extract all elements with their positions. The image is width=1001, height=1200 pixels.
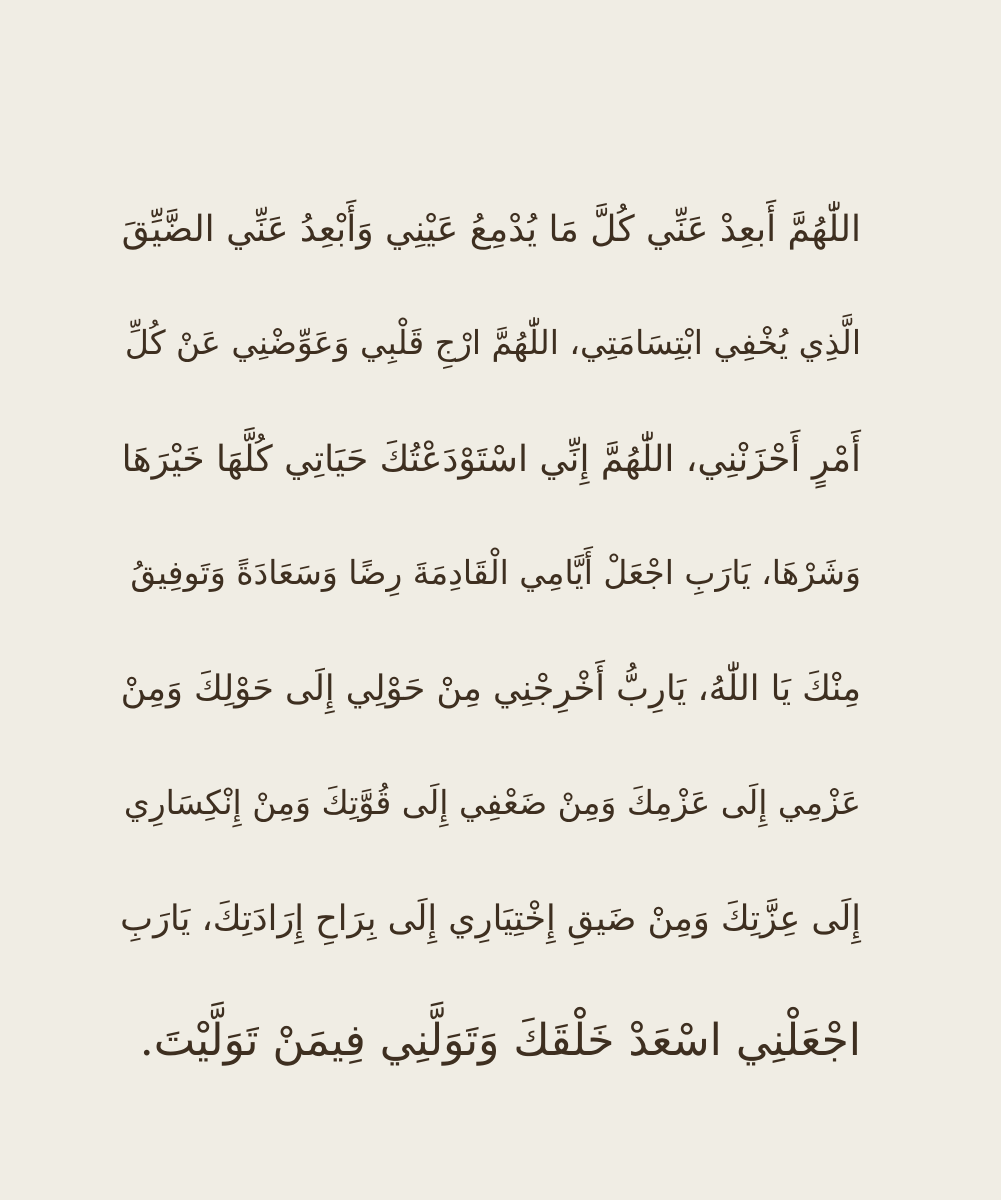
prayer-line-8: اجْعَلْنِي اسْعَدْ خَلْقَكَ وَتَوَلَّنِي فِيمَنْ تَوَلَّيْتَ. (139, 1015, 861, 1066)
prayer-line-3: أَمْرٍ أَحْزَنْنِي، اللّٰهُمَّ إِنِّي اسْتَوْدَعْتُكَ حَيَاتِي كُلَّهَا خَيْرَهَا (121, 439, 861, 480)
prayer-line-4: وَشَرْهَا، يَارَبِ اجْعَلْ أَيَّامِي الْقَادِمَةَ رِضًا وَسَعَادَةً وَتَوفِيقُ (130, 553, 861, 592)
prayer-line-1: اللّٰهُمَّ أَبعِدْ عَنِّي كُلَّ مَا يُدْمِعُ عَيْنِي وَأَبْعِدُ عَنِّي الضَّيِّقَ (121, 209, 861, 250)
prayer-line-2: الَّذِي يُخْفِي ابْتِسَامَتِي، اللّٰهُمَّ ارْجِ قَلْبِي وَعَوِّضْنِي عَنْ كُلِّ (124, 323, 861, 362)
prayer-text-block (110, 205, 861, 1125)
prayer-line-7: إِلَى عِزَّتِكَ وَمِنْ ضَيقِ إِخْتِيَارِي إِلَى بِرَاحِ إِرَادَتِكَ، يَارَبِ (120, 899, 861, 939)
prayer-line-6: عَزْمِي إِلَى عَزْمِكَ وَمِنْ ضَعْفِي إِلَى قُوَّتِكَ وَمِنْ إِنْكِسَارِي (123, 783, 861, 822)
prayer-line-5: مِنْكَ يَا اللّٰهُ، يَارِبُّ أَخْرِجْنِي مِنْ حَوْلِي إِلَى حَوْلِكَ وَمِنْ (120, 669, 861, 709)
